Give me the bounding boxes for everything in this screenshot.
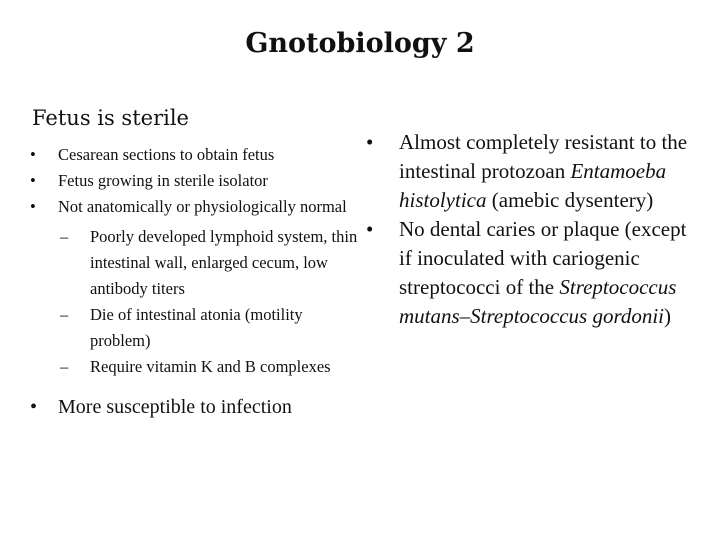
dash-marker: – [60,227,69,246]
bullet-item [30,194,360,220]
bullet-text-end: ) [664,304,672,328]
bullet-item [30,168,360,194]
right-column [366,128,696,331]
bullet-dot: • [30,171,36,190]
section-heading: Fetus is sterile [32,106,189,130]
sub-bullet-item [30,354,360,380]
sub-bullet-text: Die of intestinal atonia (motility problem) [90,305,303,350]
sub-bullet-text: Poorly developed lymphoid system, thin intestinal wall, enlarged cecum, low antibody titers [90,227,358,298]
bullet-text-end: (amebic dysentery) [486,188,654,212]
bullet-text-start: No dental caries or plaque (except if inoculated with cariogenic streptococci of the [399,217,687,299]
bullet-dot: • [30,145,36,164]
bullet-dot: • [366,217,374,241]
bullet-dot: • [366,130,374,154]
bullet-text: Fetus growing in sterile isolator [58,171,268,190]
dash-marker: – [60,357,69,376]
dash-marker: – [60,305,69,324]
main-bullet-list [30,142,360,220]
organism-name: Entamoeba histolytica [399,159,667,212]
bullet-item-large [366,215,696,331]
bullet-item [30,142,360,168]
sub-bullet-item [30,302,360,354]
slide-title: Gnotobiology 2 [245,28,475,59]
bullet-item-large [366,128,696,215]
bullet-text-start: Almost completely resistant to the intestinal protozoan [399,130,688,183]
bullet-text: Cesarean sections to obtain fetus [58,145,275,164]
bullet-item-large [30,392,360,422]
sub-bullet-text: Require vitamin K and B complexes [90,357,331,376]
organism-name: Streptococcus mutans–Streptococcus gordonii [399,275,677,328]
bullet-text: Not anatomically or physiologically normal [58,197,347,216]
bullet-dot: • [30,396,38,418]
sub-bullet-item [30,224,360,302]
bullet-text: More susceptible to infection [58,396,292,418]
sub-bullet-list [30,224,360,380]
bullet-dot: • [30,197,36,216]
left-column [30,142,360,422]
